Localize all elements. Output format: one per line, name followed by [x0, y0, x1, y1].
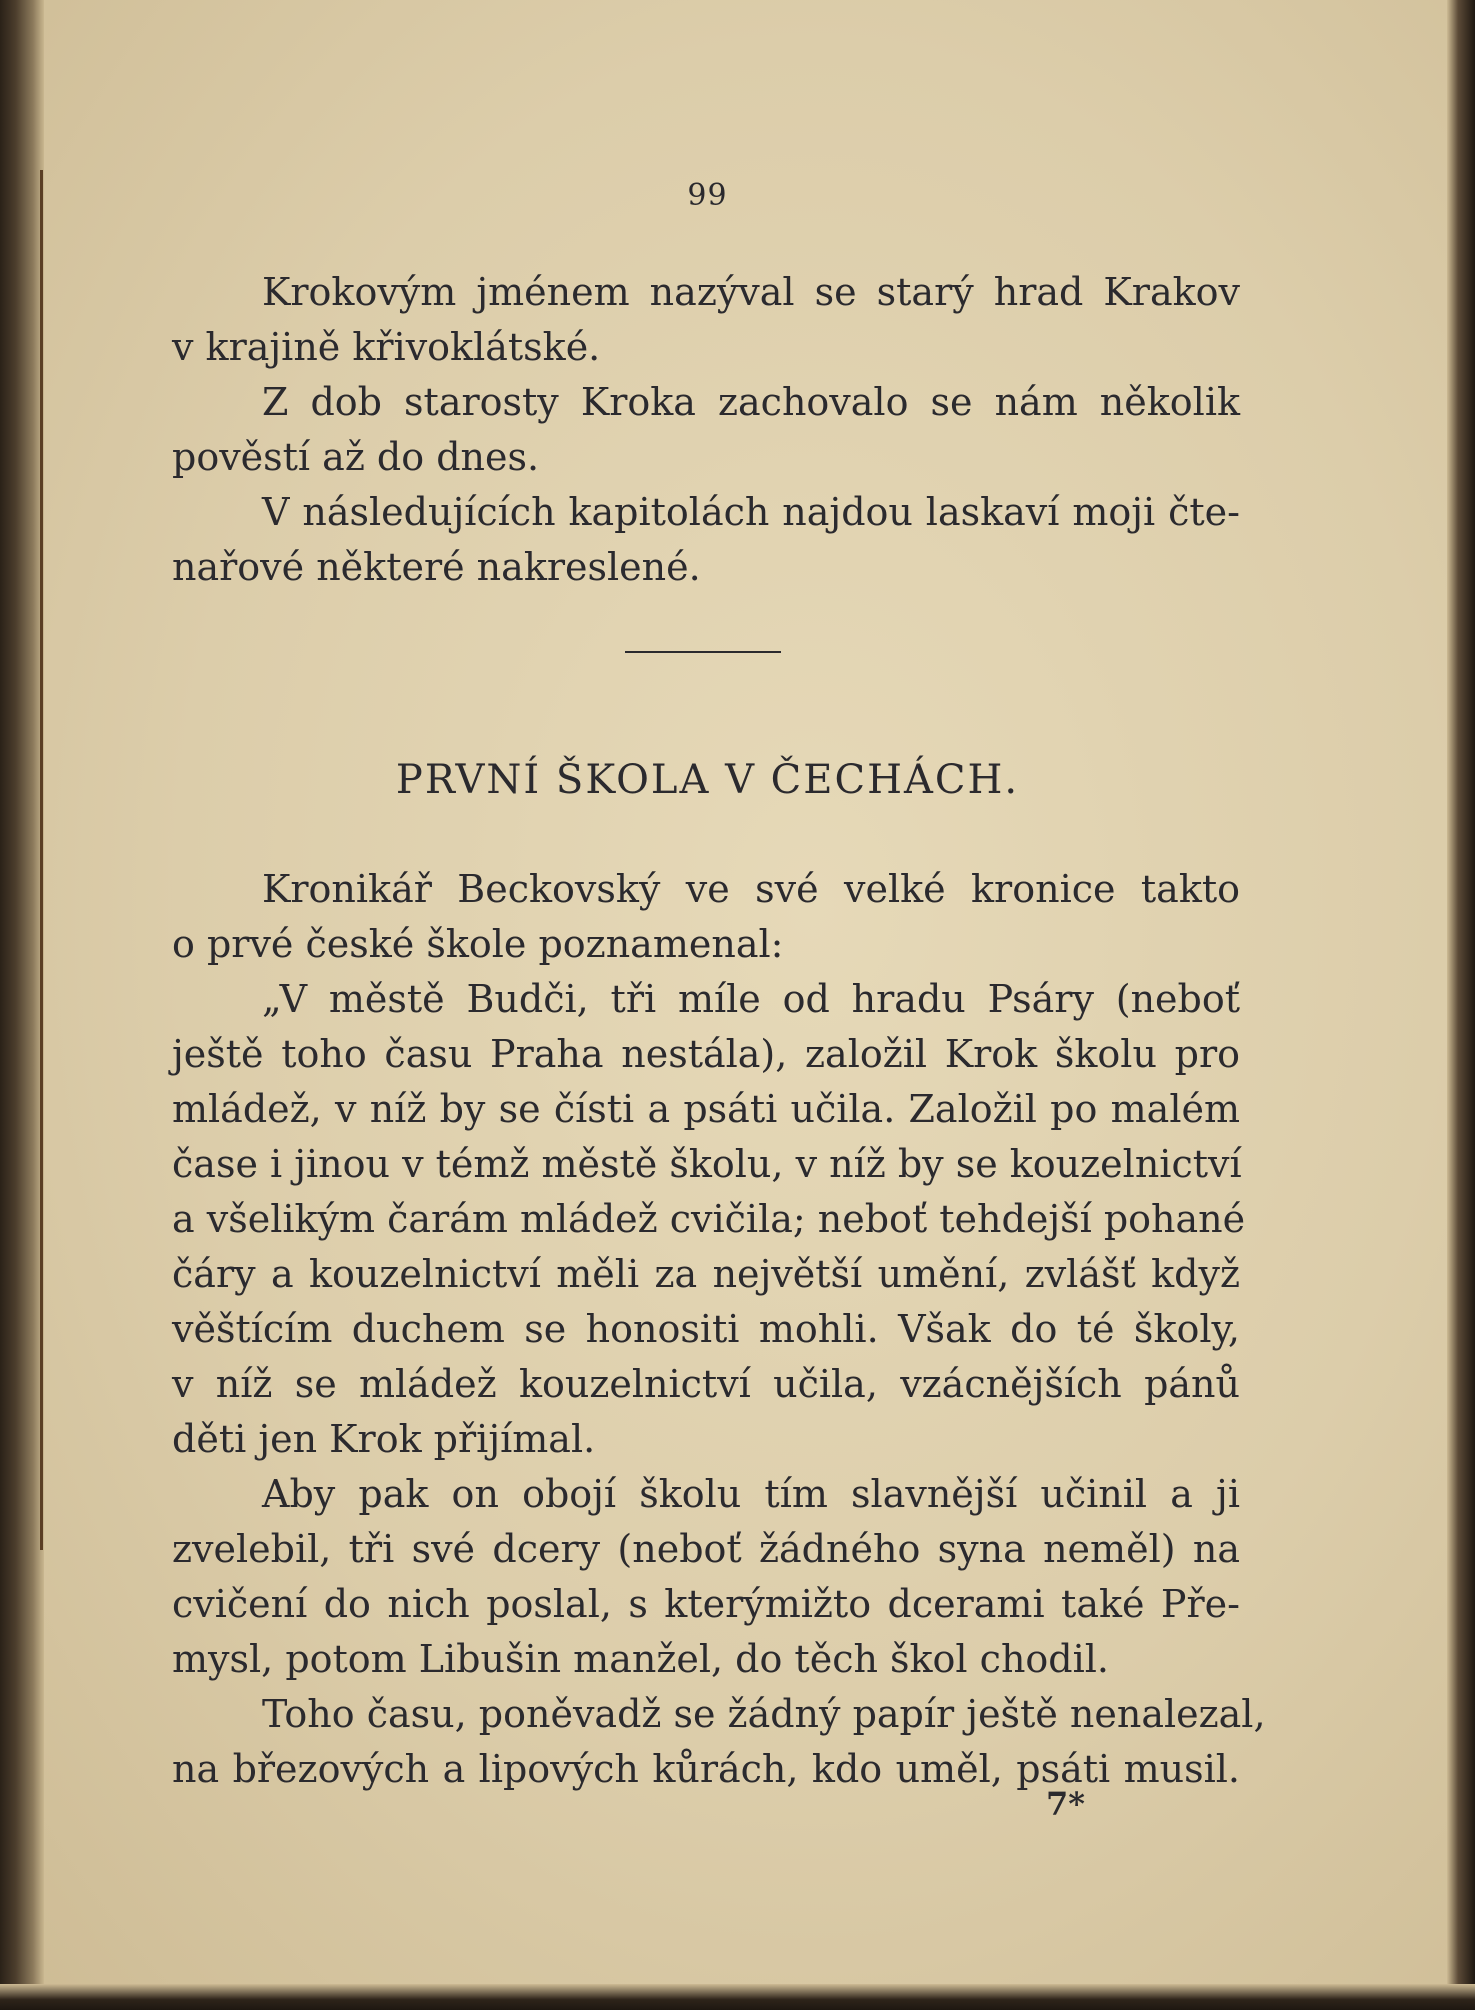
text-line: mysl, potom Libušin manžel, do těch škol chodil. [172, 1637, 1110, 1681]
page-number: 99 [687, 178, 728, 213]
text-line: a všelikým čarám mládež cvičila; neboť tehdejší pohané [172, 1197, 1246, 1241]
text-line: „V městě Budči, tři míle od hradu Psáry (neboť [262, 977, 1240, 1021]
chapter-heading: PRVNÍ ŠKOLA V ČECHÁCH. [395, 757, 1020, 803]
signature-mark: 7* [1046, 1785, 1085, 1823]
page-right-edge [1447, 0, 1475, 2010]
text-line: děti jen Krok přijímal. [172, 1417, 596, 1461]
text-line: zvelebil, tři své dcery (neboť žádného syna neměl) na [172, 1527, 1240, 1571]
text-line: ještě toho času Praha nestála), založil Krok školu pro [172, 1032, 1240, 1076]
text-line: Kronikář Beckovský ve své velké kronice takto [262, 867, 1240, 911]
text-line: čase i jinou v témž městě školu, v níž by se kouzelnictví [172, 1142, 1242, 1186]
text-line: V následujících kapitolách najdou laskaví moji čte- [262, 490, 1240, 534]
text-line: Krokovým jménem nazýval se starý hrad Krakov [262, 270, 1240, 314]
text-line: mládež, v níž by se čísti a psáti učila. Založil po malém [172, 1087, 1240, 1131]
text-line: Z dob starosty Kroka zachovalo se nám několik [262, 380, 1240, 424]
text-line: v krajině křivoklátské. [172, 325, 601, 369]
text-line: Aby pak on obojí školu tím slavnější učinil a ji [262, 1472, 1240, 1516]
book-spine-shadow [0, 0, 44, 2010]
intro-paragraphs [172, 265, 1240, 595]
text-line: nařové některé nakreslené. [172, 545, 701, 589]
text-line: Toho času, poněvadž se žádný papír ještě nenalezal, [262, 1692, 1266, 1736]
text-line: v níž se mládež kouzelnictví učila, vzácnějších pánů [172, 1362, 1240, 1406]
chapter-body [172, 862, 1266, 1797]
text-line: čáry a kouzelnictví měli za největší umění, zvlášť když [172, 1252, 1240, 1296]
text-line: o prvé české škole poznamenal: [172, 922, 784, 966]
page-bottom-edge [0, 1984, 1475, 2010]
section-divider [625, 651, 781, 653]
text-line: na březových a lipových kůrách, kdo uměl, psáti musil. [172, 1747, 1240, 1791]
text-line: věštícím duchem se honositi mohli. Však do té školy, [172, 1307, 1240, 1351]
text-line: cvičení do nich poslal, s kterýmižto dcerami také Pře- [172, 1582, 1240, 1626]
text-line: pověstí až do dnes. [172, 435, 540, 479]
spine-binding-line [40, 170, 43, 1550]
